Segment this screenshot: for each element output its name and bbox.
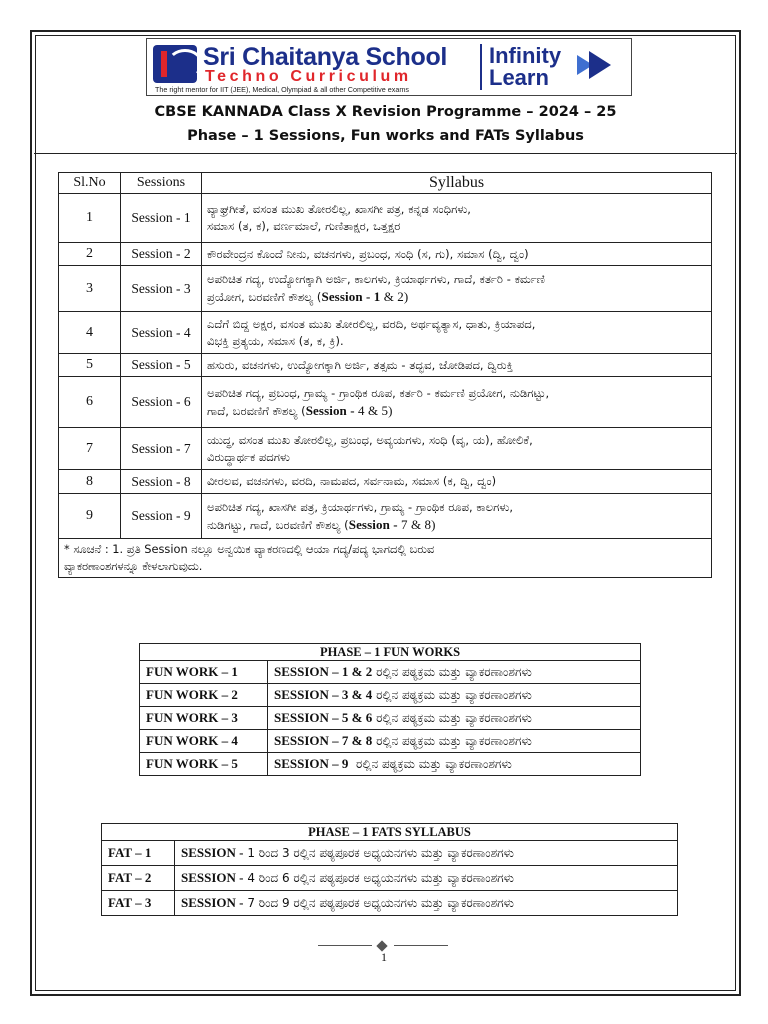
fat-row-session-range: SESSION - xyxy=(181,870,244,885)
footer-ornament xyxy=(318,942,448,950)
fun-work-row xyxy=(140,753,641,776)
row-slno: 1 xyxy=(59,194,121,243)
syllabus-line-2-text: ಪ್ರಯೋಗ, ಬರವಣಿಗೆ ಕೌಶಲ್ಯ ( xyxy=(207,290,322,304)
fun-work-row-description: ರಲ್ಲಿನ ಪಠ್ಯಕ್ರಮ ಮತ್ತು ವ್ಯಾಕರಣಾಂಶಗಳು xyxy=(372,734,532,748)
fun-works-table xyxy=(139,643,641,776)
row-syllabus xyxy=(202,377,712,428)
syllabus-session-ref: Session - xyxy=(348,516,398,532)
sri-chaitanya-emblem-icon xyxy=(153,45,197,83)
syllabus-row xyxy=(59,354,712,377)
syllabus-session-ref: Session - 1 xyxy=(321,289,381,304)
syllabus-line-2-text: ಸಮಾಸ (ತ, ಕ), ವರ್ಣಮಾಲೆ, ಗುಣಿತಾಕ್ಷರ, ಒತ್ತಕ್ಷರ xyxy=(207,219,401,233)
syllabus-row xyxy=(59,428,712,470)
fat-row-label: FAT – 3 xyxy=(102,891,175,916)
row-slno: 4 xyxy=(59,312,121,354)
fun-work-row xyxy=(140,730,641,753)
row-session: Session - 1 xyxy=(121,194,202,243)
fun-work-row-description: ರಲ್ಲಿನ ಪಠ್ಯಕ್ರಮ ಮತ್ತು ವ್ಯಾಕರಣಾಂಶಗಳು xyxy=(372,665,532,679)
row-slno: 5 xyxy=(59,354,121,377)
logo-curriculum-name: Techno Curriculum xyxy=(205,68,412,85)
fun-work-row-label: FUN WORK – 4 xyxy=(140,730,268,753)
row-session: Session - 7 xyxy=(121,428,202,470)
syllabus-line-1: ವ್ಯಾಘ್ರಗೀತೆ, ವಸಂತ ಮುಖ ತೋರಲಿಲ್ಲ, ಖಾಸಗೀ ಪತ್ರ, ಕನ್ನಡ ಸಂಧಿಗಳು, xyxy=(207,202,472,216)
syllabus-note-row xyxy=(59,539,712,578)
fat-row-content xyxy=(175,891,678,916)
syllabus-table xyxy=(58,172,712,578)
page-number: 1 xyxy=(381,950,387,964)
syllabus-line-2 xyxy=(207,516,706,534)
syllabus-line-1: ಯುದ್ಧ, ವಸಂತ ಮುಖ ತೋರಲಿಲ್ಲ, ಪ್ರಬಂಧ, ಅವ್ಯಯಗಳು, ಸಂಧಿ (ವೃ, ಯ), ಹೋಲಿಕೆ, xyxy=(207,432,533,447)
fats-table xyxy=(101,823,678,916)
row-syllabus xyxy=(202,194,712,243)
fat-row xyxy=(102,841,678,866)
document-title: CBSE KANNADA Class X Revision Programme – 2024 – 25 xyxy=(154,104,617,120)
syllabus-row xyxy=(59,494,712,539)
syllabus-line-2 xyxy=(207,333,706,350)
infinity-learn-word-2: Learn xyxy=(489,65,549,90)
school-logo-banner xyxy=(146,38,632,96)
row-slno: 6 xyxy=(59,377,121,428)
fat-row-description: 4 ರಿಂದ 6 ರಲ್ಲಿನ ಪಠ್ಯಪೂರಕ ಅಧ್ಯಯನಗಳು ಮತ್ತು ವ್ಯಾಕರಣಾಂಶಗಳು xyxy=(243,871,514,885)
syllabus-line-1: ಕೌರವೇಂದ್ರನ ಕೊಂದೆ ನೀನು, ವಚನಗಳು, ಪ್ರಬಂಧ, ಸಂಧಿ (ಸ, ಗು), ಸಮಾಸ (ದ್ವಿ, ದ್ವಂ) xyxy=(207,246,529,261)
syllabus-row xyxy=(59,266,712,312)
syllabus-line-2 xyxy=(207,402,706,420)
fun-work-row-label: FUN WORK – 3 xyxy=(140,707,268,730)
syllabus-session-ref: Session - xyxy=(305,402,355,418)
row-slno: 9 xyxy=(59,494,121,539)
syllabus-line-1: ವೀರಲವ, ವಚನಗಳು, ವರದಿ, ನಾಮಪದ, ಸರ್ವನಾಮ, ಸಮಾಸ (ಕ, ದ್ವಿ, ದ್ವಂ) xyxy=(207,474,497,488)
note-line-1: * ಸೂಚನೆ : 1. ಪ್ರತಿ Session ನಲ್ಲೂ ಅನ್ವಯಿಕ ವ್ಯಾಕರಣದಲ್ಲಿ ಆಯಾ ಗದ್ಯ/ಪದ್ಯ ಭಾಗದಲ್ಲಿ ಬರುವ xyxy=(64,542,435,556)
syllabus-row xyxy=(59,377,712,428)
syllabus-line-2 xyxy=(207,449,706,466)
row-syllabus xyxy=(202,266,712,312)
syllabus-line-2-text: ವಿರುದ್ಧಾರ್ಥಕ ಪದಗಳು xyxy=(207,449,290,464)
logo-tagline: The right mentor for IIT (JEE), Medical, Olympiad & all other Competitive exams xyxy=(155,85,409,94)
sessions-header: Sessions xyxy=(121,173,202,194)
fats-title: PHASE – 1 FATS SYLLABUS xyxy=(102,824,678,841)
fat-row xyxy=(102,891,678,916)
fun-work-row-label: FUN WORK – 2 xyxy=(140,684,268,707)
row-syllabus xyxy=(202,470,712,494)
syllabus-line-1: ಅಪರಿಚಿತ ಗದ್ಯ, ಖಾಸಗೀ ಪತ್ರ, ಕ್ರಿಯಾರ್ಥಗಳು, ಗ್ರಾಮ್ಯ - ಗ್ರಾಂಥಿಕ ರೂಪ, ಕಾಲಗಳು, xyxy=(207,499,514,514)
fat-row-session-range: SESSION - xyxy=(181,895,244,910)
syllabus-session-ref-tail: 4 & 5) xyxy=(354,402,393,418)
syllabus-row xyxy=(59,470,712,494)
fat-row-content xyxy=(175,841,678,866)
row-slno: 8 xyxy=(59,470,121,494)
syllabus-line-1: ಅಪರಿಚಿತ ಗದ್ಯ, ಪ್ರಬಂಧ, ಗ್ರಾಮ್ಯ - ಗ್ರಾಂಥಿಕ ರೂಪ, ಕರ್ತರಿ - ಕರ್ಮಣಿ ಪ್ರಯೋಗ, ನುಡಿಗಟ್ಟು, xyxy=(207,385,550,400)
syllabus-header: Syllabus xyxy=(202,173,712,194)
syllabus-line-2-text: ಗಾದೆ, ಬರವಣಿಗೆ ಕೌಶಲ್ಯ ( xyxy=(207,403,306,418)
syllabus-row xyxy=(59,312,712,354)
row-session: Session - 4 xyxy=(121,312,202,354)
fun-work-row-label: FUN WORK – 1 xyxy=(140,661,268,684)
title-divider xyxy=(34,153,737,154)
syllabus-line-2 xyxy=(207,288,706,306)
row-slno: 2 xyxy=(59,243,121,266)
row-syllabus xyxy=(202,428,712,470)
sri-chaitanya-logo xyxy=(151,43,469,94)
row-session: Session - 6 xyxy=(121,377,202,428)
infinity-learn-logo xyxy=(489,43,629,93)
row-syllabus xyxy=(202,354,712,377)
fat-row-description: 1 ರಿಂದ 3 ರಲ್ಲಿನ ಪಠ್ಯಪೂರಕ ಅಧ್ಯಯನಗಳು ಮತ್ತು ವ್ಯಾಕರಣಾಂಶಗಳು xyxy=(243,846,514,860)
fun-work-row-content xyxy=(268,661,641,684)
fun-work-row-content xyxy=(268,753,641,776)
row-session: Session - 9 xyxy=(121,494,202,539)
syllabus-row xyxy=(59,243,712,266)
fun-work-row-session-range: SESSION – 3 & 4 xyxy=(274,687,373,702)
fun-work-row-session-range: SESSION – 7 & 8 xyxy=(274,733,373,748)
syllabus-line-1: ಅಪರಿಚಿತ ಗದ್ಯ, ಉದ್ಯೋಗಕ್ಕಾಗಿ ಅರ್ಜಿ, ಕಾಲಗಳು, ಕ್ರಿಯಾರ್ಥಗಳು, ಗಾದೆ, ಕರ್ತರಿ - ಕರ್ಮಣಿ xyxy=(207,272,545,286)
row-slno: 7 xyxy=(59,428,121,470)
fun-work-row xyxy=(140,707,641,730)
note-line-2: ವ್ಯಾಕರಣಾಂಶಗಳನ್ನೂ ಕೇಳಲಾಗುವುದು. xyxy=(64,559,203,573)
row-session: Session - 3 xyxy=(121,266,202,312)
fun-work-row-content xyxy=(268,707,641,730)
fun-works-title: PHASE – 1 FUN WORKS xyxy=(140,644,641,661)
syllabus-note xyxy=(59,539,712,578)
fun-work-row-label: FUN WORK – 5 xyxy=(140,753,268,776)
logo-divider xyxy=(480,44,482,90)
row-syllabus xyxy=(202,312,712,354)
syllabus-line-2-text: ವಿಭಕ್ತಿ ಪ್ರತ್ಯಯ, ಸಮಾಸ (ತ, ಕ, ಕ್ರಿ). xyxy=(207,333,344,348)
row-session: Session - 2 xyxy=(121,243,202,266)
syllabus-header-row xyxy=(59,173,712,194)
fun-work-row xyxy=(140,684,641,707)
fun-work-row-session-range: SESSION – 9 xyxy=(274,756,349,771)
fun-work-row-content xyxy=(268,684,641,707)
document-subtitle: Phase – 1 Sessions, Fun works and FATs Syllabus xyxy=(187,128,584,144)
fat-row-label: FAT – 2 xyxy=(102,866,175,891)
syllabus-line-2-text: ನುಡಿಗಟ್ಟು, ಗಾದೆ, ಬರವಣಿಗೆ ಕೌಶಲ್ಯ ( xyxy=(207,517,349,532)
fun-work-row-session-range: SESSION – 1 & 2 xyxy=(274,664,373,679)
syllabus-session-ref-tail: 7 & 8) xyxy=(397,516,436,532)
syllabus-line-1: ಎದೆಗೆ ಬಿದ್ದ ಅಕ್ಷರ, ವಸಂತ ಮುಖ ತೋರಲಿಲ್ಲ, ವರದಿ, ಅರ್ಥವ್ಯತ್ಯಾಸ, ಧಾತು, ಕ್ರಿಯಾಪದ, xyxy=(207,316,536,331)
fun-work-row-session-range: SESSION – 5 & 6 xyxy=(274,710,373,725)
syllabus-row xyxy=(59,194,712,243)
slno-header: Sl.No xyxy=(59,173,121,194)
fun-work-row-description: ರಲ್ಲಿನ ಪಠ್ಯಕ್ರಮ ಮತ್ತು ವ್ಯಾಕರಣಾಂಶಗಳು xyxy=(372,688,532,702)
syllabus-line-1: ಹಸುರು, ವಚನಗಳು, ಉದ್ಯೋಗಕ್ಕಾಗಿ ಅರ್ಜಿ, ತತ್ಸಮ - ತದ್ಭವ, ಜೋಡಿಪದ, ದ್ವಿರುಕ್ತಿ xyxy=(207,357,513,372)
fat-row-session-range: SESSION - xyxy=(181,845,244,860)
logo-school-name: Sri Chaitanya School xyxy=(203,43,448,71)
fat-row-label: FAT – 1 xyxy=(102,841,175,866)
infinity-arrow-icon xyxy=(589,51,611,79)
row-session: Session - 5 xyxy=(121,354,202,377)
fat-row-description: 7 ರಿಂದ 9 ರಲ್ಲಿನ ಪಠ್ಯಪೂರಕ ಅಧ್ಯಯನಗಳು ಮತ್ತು ವ್ಯಾಕರಣಾಂಶಗಳು xyxy=(243,896,514,910)
row-slno: 3 xyxy=(59,266,121,312)
fat-row xyxy=(102,866,678,891)
fun-work-row-content xyxy=(268,730,641,753)
fun-work-row-description: ರಲ್ಲಿನ ಪಠ್ಯಕ್ರಮ ಮತ್ತು ವ್ಯಾಕರಣಾಂಶಗಳು xyxy=(348,757,512,771)
syllabus-line-2 xyxy=(207,218,706,235)
syllabus-session-ref-tail: & 2) xyxy=(380,289,409,304)
fat-row-content xyxy=(175,866,678,891)
infinity-learn-word-1: Infinity xyxy=(489,43,562,68)
row-session: Session - 8 xyxy=(121,470,202,494)
row-syllabus xyxy=(202,494,712,539)
row-syllabus xyxy=(202,243,712,266)
fun-work-row-description: ರಲ್ಲಿನ ಪಠ್ಯಕ್ರಮ ಮತ್ತು ವ್ಯಾಕರಣಾಂಶಗಳು xyxy=(372,711,532,725)
fun-work-row xyxy=(140,661,641,684)
